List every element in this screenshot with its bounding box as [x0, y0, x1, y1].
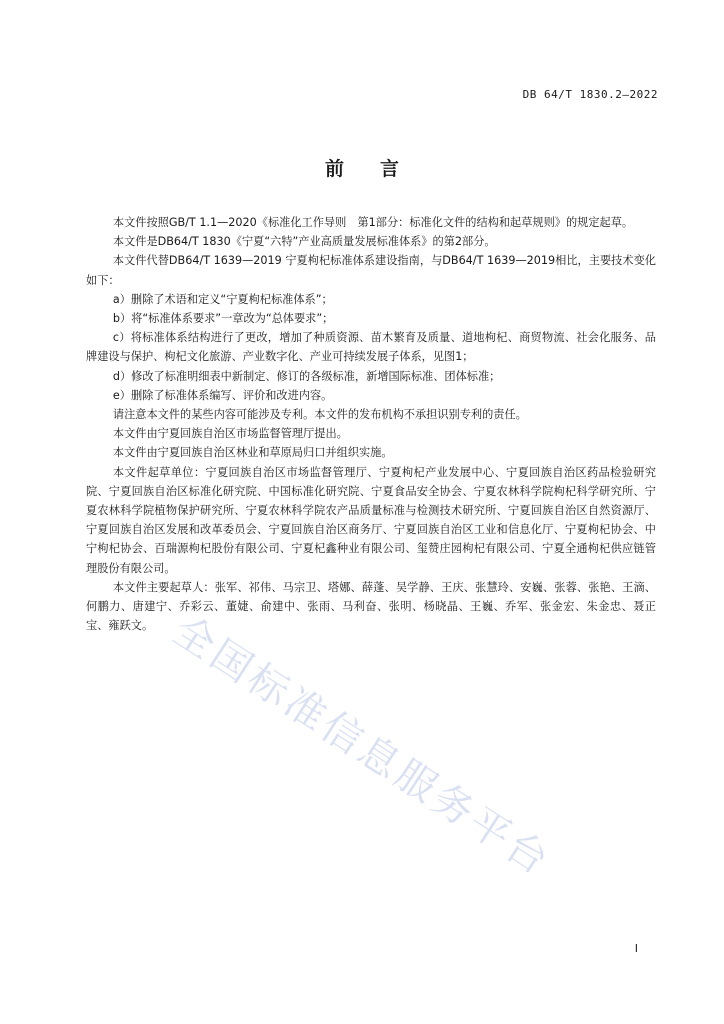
paragraph: 本文件起草单位：宁夏回族自治区市场监督管理厅、宁夏枸杞产业发展中心、宁夏回族自治区药品检验研究院、宁夏回族自治区标准化研究院、中国标准化研究院、宁夏食品安全协会、宁夏农林科学院枸杞科学研究所、宁夏农林科学院植物保护研究所、宁夏农林科学院农产品质量标准与检测技术研究所、宁夏回族自治区自然资源厅、宁夏回族自治区发展和改革委员会、宁夏回族自治区商务厅、宁夏回族自治区工业和信息化厅、宁夏枸杞协会、中宁枸杞协会、百瑞源枸杞股份有限公司、宁夏杞鑫种业有限公司、玺赞庄园枸杞有限公司、宁夏全通枸杞供应链管理股份有限公司。	[86, 465, 656, 575]
paragraph: 本文件代替DB64/T 1639—2019 宁夏枸杞标准体系建设指南，与DB64/T 1639—2019相比，主要技术变化如下：	[86, 254, 656, 287]
list-item: e）删除了标准体系编写、评价和改进内容。	[112, 388, 333, 402]
list-item: c）将标准体系结构进行了更改，增加了种质资源、苗木繁育及质量、道地枸杞、商贸物流、社会化服务、品牌建设与保护、枸杞文化旅游、产业数字化、产业可持续发展子体系，见图1；	[86, 331, 656, 364]
document-code: DB 64/T 1830.2—2022	[522, 88, 658, 101]
list-item: b）将“标准体系要求”一章改为“总体要求”；	[112, 312, 334, 326]
page-number: I	[634, 942, 638, 955]
watermark: 全国标准信息服务平台	[165, 607, 560, 886]
paragraph: 本文件由宁夏回族自治区市场监督管理厅提出。	[112, 427, 348, 441]
page-title: 前言	[324, 158, 435, 180]
document-body	[86, 213, 656, 635]
paragraph: 请注意本文件的某些内容可能涉及专利。本文件的发布机构不承担识别专利的责任。	[112, 408, 527, 422]
paragraph: 本文件按照GB/T 1.1—2020《标准化工作导则 第1部分：标准化文件的结构和起草规则》的规定起草。	[112, 216, 634, 229]
paragraph: 本文件是DB64/T 1830《宁夏“六特”产业高质量发展标准体系》的第2部分。	[112, 235, 496, 249]
paragraph: 本文件主要起草人：张军、祁伟、马宗卫、塔娜、薛蓬、吴学静、王庆、张慧玲、安巍、张蓉、张艳、王滴、何鹏力、唐建宁、乔彩云、董婕、俞建中、张雨、马利奋、张明、杨晓晶、王巍、乔军、张金宏、朱金忠、聂正宝、雍跃文。	[86, 580, 656, 633]
paragraph: 本文件由宁夏回族自治区林业和草原局归口并组织实施。	[112, 446, 393, 460]
list-item: d）修改了标准明细表中新制定、修订的各级标准，新增国际标准、团体标准；	[112, 369, 501, 383]
list-item: a）删除了术语和定义“宁夏枸杞标准体系”；	[112, 292, 333, 306]
